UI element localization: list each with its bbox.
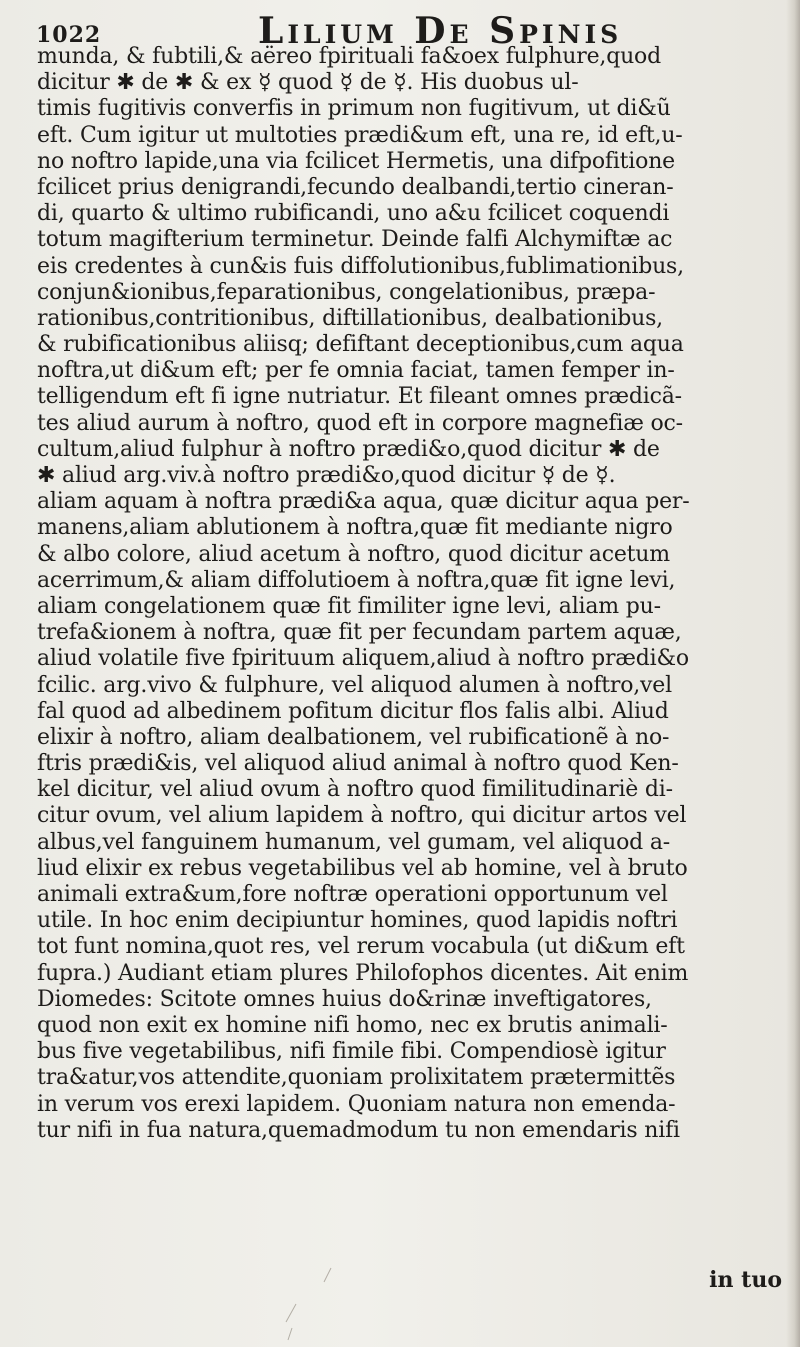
text-line: munda, & fubtili,& aëreo fpirituali fa&oex fulphure,quod (37, 44, 661, 69)
page-number: 1022 (36, 22, 102, 48)
text-line: aliam aquam à noftra prædi&a aqua, quæ dicitur aqua per- (37, 489, 690, 515)
text-line: fcilic. arg.vivo & fulphure, vel aliquod alumen à noftro,vel (37, 672, 672, 698)
text-line: quod non exit ex homine nifi homo, nec ex brutis animali- (37, 1012, 668, 1038)
text-line: aliam congelationem quæ fit fimiliter igne levi, aliam pu- (37, 593, 661, 619)
text-line: fcilicet prius denigrandi,fecundo dealbandi,tertio cineran- (37, 174, 674, 200)
text-line: Diomedes: Scitote omnes huius do&rinæ inveftigatores, (37, 986, 652, 1012)
text-line: elixir à noftro, aliam dealbationem, vel rubificationẽ à no- (37, 724, 670, 750)
page-header (36, 8, 776, 52)
text-line: citur ovum, vel alium lapidem à noftro, qui dicitur artos vel (37, 803, 687, 829)
text-line: tot funt nomina,quot res, vel rerum vocabula (ut di&um eft (37, 934, 685, 960)
text-line: no noftro lapide,una via fcilicet Hermetis, una difpofitione (37, 148, 675, 174)
text-line: aliud volatile five fpirituum aliquem,aliud à noftro prædi&o (37, 646, 689, 672)
text-line: ✱ aliud arg.viv.à noftro prædi&o,quod dicitur ☿ de ☿. (37, 463, 616, 488)
text-line: dicitur ✱ de ✱ & ex ☿ quod ☿ de ☿. His duobus ul- (37, 70, 579, 96)
text-line: in verum vos erexi lapidem. Quoniam natura non emenda- (37, 1091, 676, 1117)
text-line: di, quarto & ultimo rubificandi, uno a&u fcilicet coquendi (37, 201, 670, 227)
text-line: timis fugitivis converfis in primum non fugitivum, ut di&ũ (37, 96, 671, 122)
running-title: Lilium De Spinis (258, 10, 623, 52)
text-line: tes aliud aurum à noftro, quod eft in corpore magnefiæ oc- (37, 410, 683, 436)
text-line: animali extra&um,fore noftræ operationi opportunum vel (37, 882, 668, 907)
text-line: utile. In hoc enim decipiuntur homines, quod lapidis noftri (37, 908, 678, 934)
text-line: manens,aliam ablutionem à noftra,quæ fit mediante nigro (37, 515, 673, 541)
text-line: fal quod ad albedinem pofitum dicitur flos falis albi. Aliud (37, 698, 669, 724)
text-line: liud elixir ex rebus vegetabilibus vel ab homine, vel à bruto (37, 855, 688, 881)
text-line: & albo colore, aliud acetum à noftro, quod dicitur acetum (37, 541, 670, 567)
text-line: & rubificationibus aliisq; defiftant deceptionibus,cum aqua (37, 332, 684, 358)
text-line: bus five vegetabilibus, nifi fimile fibi. Compendiosè igitur (37, 1039, 666, 1065)
text-line: albus,vel fanguinem humanum, vel gumam, vel aliquod a- (37, 829, 670, 855)
text-line: cultum,aliud fulphur à noftro prædi&o,quod dicitur ✱ de (37, 436, 660, 462)
text-line: trefa&ionem à noftra, quæ fit per fecundam partem aquæ, (37, 620, 682, 646)
text-line: tra&atur,vos attendite,quoniam prolixitatem prætermittẽs (37, 1065, 676, 1091)
text-line: acerrimum,& aliam diffolutioem à noftra,quæ fit igne levi, (37, 567, 676, 593)
text-line: fupra.) Audiant etiam plures Philofophos dicentes. Ait enim (37, 960, 689, 986)
text-line: eft. Cum igitur ut multoties prædi&um eft, una re, id eft,u- (37, 122, 683, 148)
text-line: ftris prædi&is, vel aliquod aliud animal à noftro quod Ken- (37, 751, 679, 777)
text-line: eis credentes à cun&is fuis diffolutionibus,fublimationibus, (37, 253, 684, 279)
text-line: tur nifi in fua natura,quemadmodum tu non emendaris nifi (37, 1117, 680, 1143)
text-line: kel dicitur, vel aliud ovum à noftro quod fimilitudinariè di- (37, 777, 673, 803)
text-line: noftra,ut di&um eft; per fe omnia faciat, tamen femper in- (37, 358, 675, 384)
catchword: in tuo (709, 1267, 782, 1293)
text-line: totum magifterium terminetur. Deinde falfi Alchymiftæ ac (37, 227, 673, 253)
text-line: telligendum eft fi igne nutriatur. Et fileant omnes prædicã- (37, 384, 682, 410)
body-text (37, 44, 793, 1144)
text-line: rationibus,contritionibus, diftillationibus, dealbationibus, (37, 305, 663, 331)
pencil-mark (226, 1264, 346, 1344)
text-line: conjun&ionibus,feparationibus, congelationibus, præpa- (37, 279, 656, 305)
